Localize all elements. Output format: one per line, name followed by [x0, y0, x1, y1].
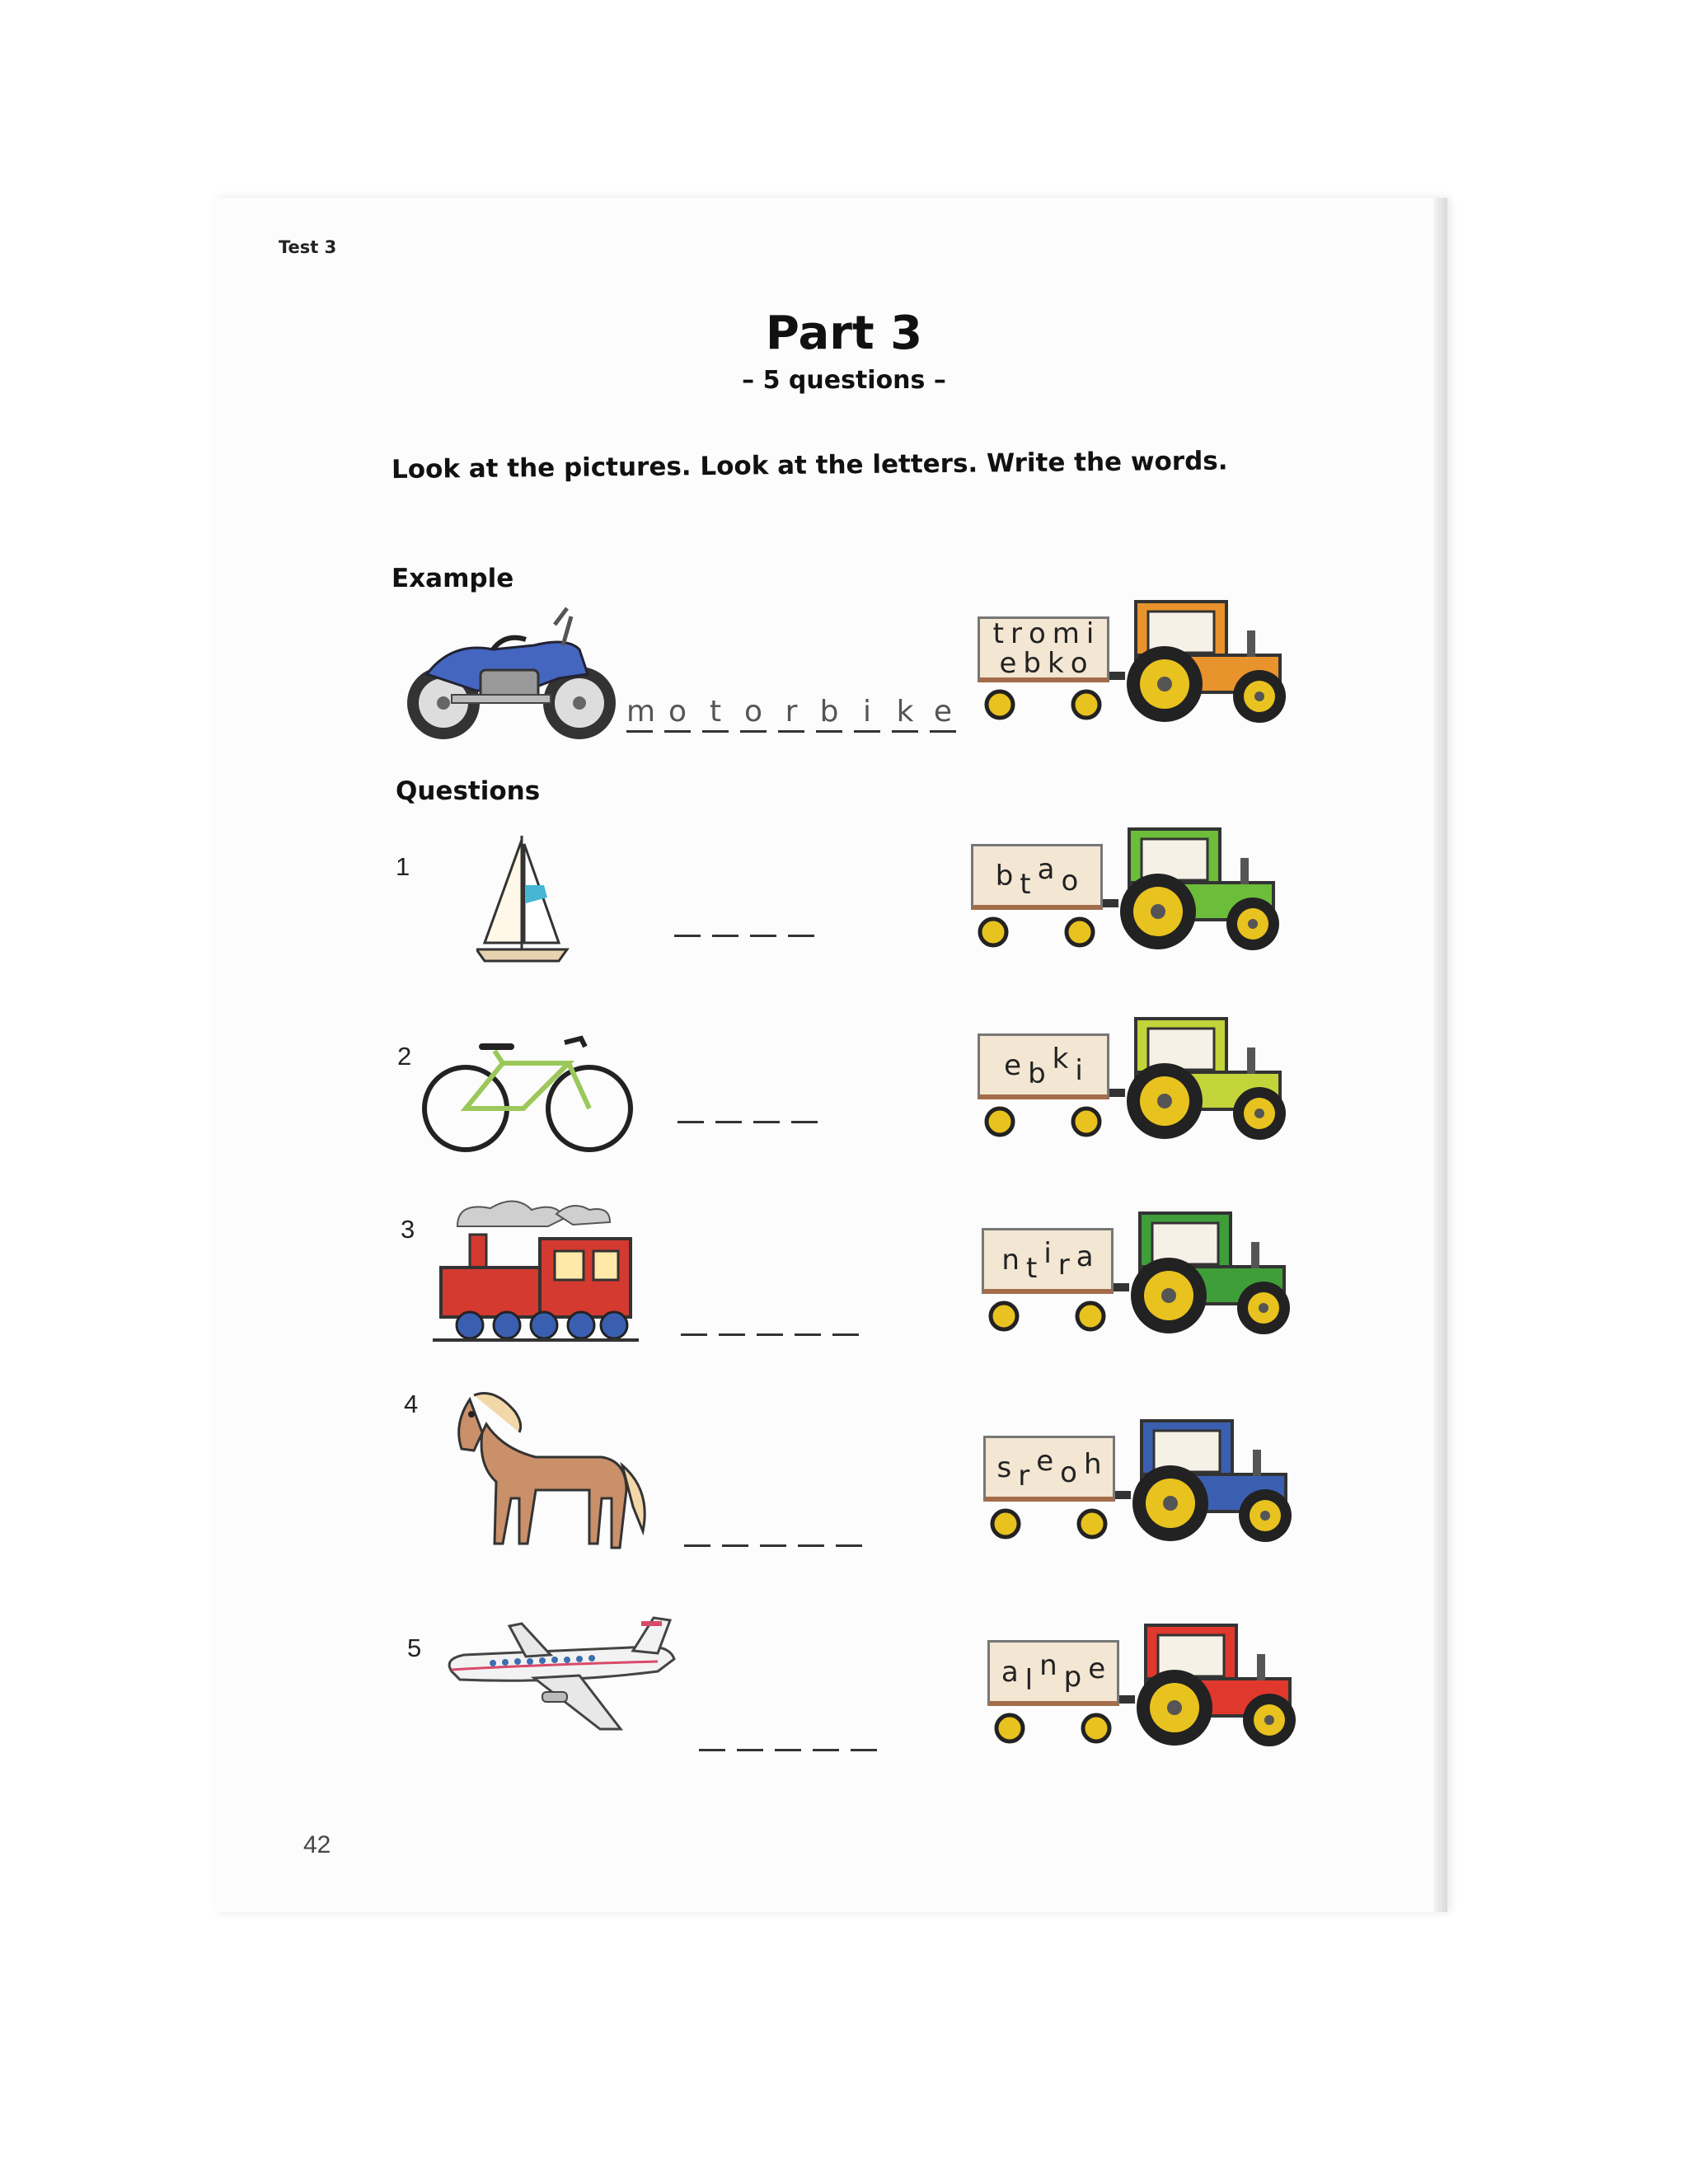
- page-title: Part 3: [765, 307, 923, 360]
- trailer-box: [983, 1436, 1115, 1502]
- trailer-letter: i: [1075, 1053, 1083, 1087]
- answer-slot: e: [930, 694, 956, 733]
- letter-group: [980, 1036, 1107, 1094]
- page-subtitle: – 5 questions –: [742, 366, 946, 395]
- trailer-box: [971, 844, 1103, 910]
- answer-slot: o: [664, 694, 691, 733]
- test-label: Test 3: [279, 237, 337, 257]
- example-heading: Example: [392, 564, 514, 593]
- tractor-with-trailer: [964, 821, 1294, 953]
- answer-slot[interactable]: [712, 898, 738, 937]
- answer-slot[interactable]: [795, 1297, 821, 1336]
- answer-slot[interactable]: [832, 1297, 859, 1336]
- question-number: 4: [404, 1390, 419, 1418]
- answer-slot[interactable]: [678, 1085, 704, 1123]
- answer-slot[interactable]: [719, 1297, 745, 1336]
- horse-icon: [437, 1375, 659, 1556]
- example-answer: [626, 694, 956, 733]
- tractor-with-trailer: [977, 1413, 1306, 1544]
- answer-slot[interactable]: [788, 898, 814, 937]
- letter-group: [973, 846, 1100, 905]
- answer-line[interactable]: [684, 1508, 862, 1547]
- question-number: 1: [396, 852, 410, 881]
- trailer-letter: o: [1061, 864, 1079, 898]
- answer-slot: o: [740, 694, 767, 733]
- answer-line[interactable]: [699, 1713, 877, 1751]
- answer-slot[interactable]: [681, 1297, 707, 1336]
- train-icon: [424, 1193, 647, 1350]
- answer-line[interactable]: [681, 1297, 859, 1336]
- trailer-letter: e: [1004, 1048, 1022, 1082]
- question-number: 5: [407, 1633, 422, 1662]
- trailer-letter: b: [1028, 1057, 1046, 1090]
- trailer-letter: i: [1085, 616, 1095, 650]
- trailer-letter: r: [1010, 616, 1022, 650]
- answer-slot[interactable]: [851, 1713, 877, 1751]
- answer-slot[interactable]: [836, 1508, 862, 1547]
- motorbike-icon: [402, 600, 625, 748]
- answer-slot[interactable]: [750, 898, 776, 937]
- trailer-letter: b: [995, 859, 1014, 893]
- trailer-letter: e: [1036, 1444, 1054, 1478]
- answer-slot[interactable]: [699, 1713, 725, 1751]
- trailer-letter: o: [1060, 1455, 1077, 1489]
- trailer-letter: r: [1018, 1459, 1030, 1493]
- trailer-letter: t: [1020, 867, 1031, 901]
- answer-line[interactable]: [674, 898, 814, 937]
- trailer-letter: n: [1001, 1243, 1020, 1277]
- page-number: 42: [303, 1831, 331, 1858]
- trailer-letter: o: [1070, 646, 1088, 680]
- answer-slot[interactable]: [684, 1508, 710, 1547]
- answer-slot: i: [854, 694, 880, 733]
- letter-group: [986, 1438, 1113, 1497]
- trailer-letter: h: [1083, 1447, 1102, 1481]
- answer-line[interactable]: [678, 1085, 818, 1123]
- trailer-box: [978, 616, 1109, 682]
- answer-slot: r: [778, 694, 804, 733]
- answer-slot[interactable]: [813, 1713, 839, 1751]
- letter-group: [990, 1643, 1117, 1701]
- tractor-with-trailer: [981, 1617, 1311, 1749]
- trailer-letter: e: [1088, 1652, 1106, 1685]
- trailer-letter: n: [1039, 1648, 1057, 1682]
- trailer-letter: a: [1076, 1240, 1094, 1273]
- answer-slot[interactable]: [791, 1085, 818, 1123]
- questions-heading: Questions: [396, 776, 541, 806]
- trailer-letter: i: [1043, 1236, 1052, 1270]
- airplane-icon: [435, 1614, 682, 1737]
- tractor-with-trailer: [975, 1205, 1305, 1337]
- tractor-with-trailer: [971, 1010, 1301, 1142]
- instruction-text: Look at the pictures. Look at the letters. Write the words.: [391, 446, 1228, 485]
- bicycle-icon: [416, 1030, 639, 1154]
- tractor-with-trailer: [971, 593, 1301, 725]
- trailer-letter: l: [1025, 1663, 1034, 1697]
- trailer-letter: k: [1052, 1042, 1069, 1076]
- trailer-letter: a: [1037, 852, 1055, 886]
- trailer-letter: k: [1048, 646, 1064, 680]
- answer-slot[interactable]: [674, 898, 701, 937]
- trailer-letter: s: [996, 1451, 1012, 1484]
- trailer-letter: e: [999, 646, 1017, 680]
- trailer-box: [982, 1228, 1114, 1294]
- answer-slot[interactable]: [722, 1508, 748, 1547]
- letter-group: [980, 616, 1107, 680]
- page-edge: [1434, 198, 1447, 1912]
- trailer-letter: m: [1052, 616, 1080, 650]
- trailer-letter: t: [992, 616, 1004, 650]
- trailer-letter: o: [1028, 616, 1046, 650]
- answer-slot[interactable]: [757, 1297, 783, 1336]
- answer-slot: k: [892, 694, 918, 733]
- trailer-letter: b: [1023, 646, 1041, 680]
- answer-slot: t: [702, 694, 729, 733]
- answer-slot[interactable]: [715, 1085, 742, 1123]
- sailboat-icon: [476, 827, 575, 968]
- answer-slot: b: [816, 694, 842, 733]
- trailer-box: [978, 1033, 1109, 1099]
- trailer-letter: a: [1001, 1655, 1019, 1689]
- trailer-letter: t: [1025, 1251, 1038, 1285]
- answer-slot[interactable]: [798, 1508, 824, 1547]
- question-number: 2: [397, 1042, 412, 1071]
- answer-slot[interactable]: [760, 1508, 786, 1547]
- trailer-box: [987, 1640, 1119, 1706]
- trailer-letter: r: [1057, 1248, 1070, 1282]
- trailer-letter: p: [1063, 1660, 1082, 1694]
- question-number: 3: [401, 1215, 415, 1244]
- answer-slot[interactable]: [737, 1713, 763, 1751]
- letter-group: [984, 1230, 1111, 1289]
- answer-slot: m: [626, 694, 653, 733]
- answer-slot[interactable]: [775, 1713, 801, 1751]
- answer-slot[interactable]: [753, 1085, 780, 1123]
